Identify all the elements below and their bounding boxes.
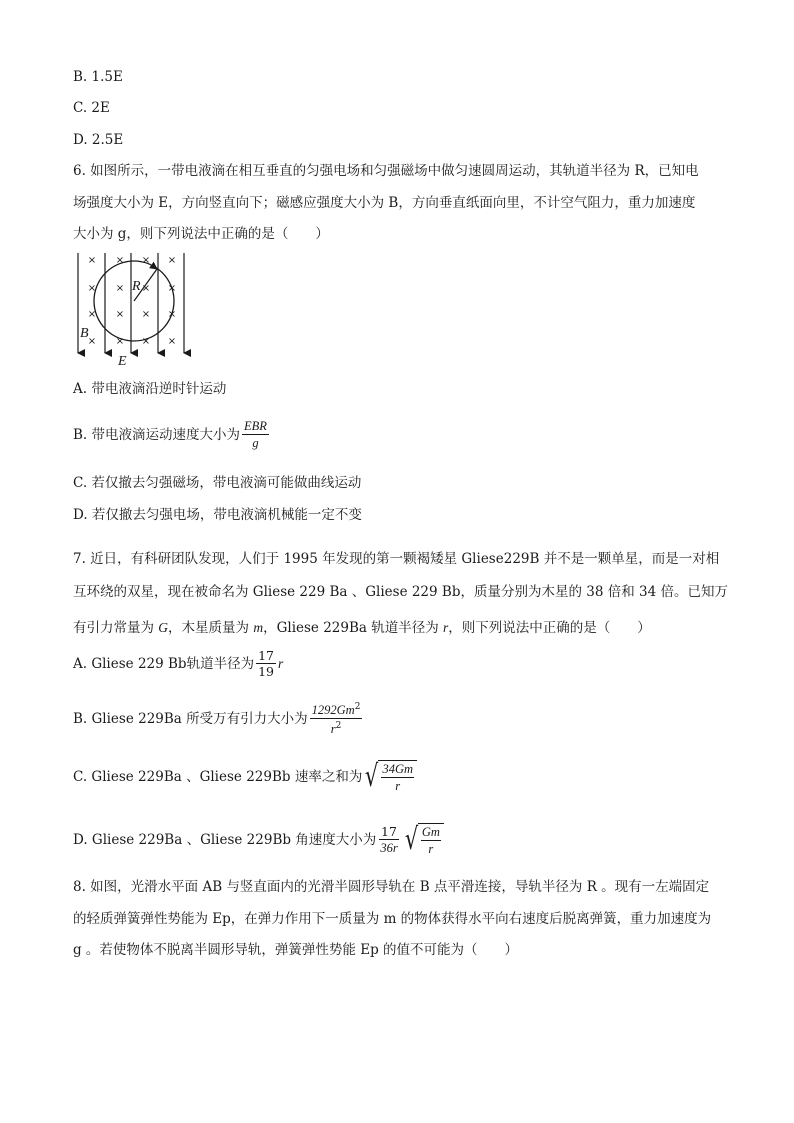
denominator: r — [428, 842, 434, 856]
cross-mark: × — [87, 309, 97, 320]
q7-option-d — [73, 823, 444, 857]
symbol-r: r — [277, 655, 284, 671]
option-d-2-5e: D. 2.5E — [73, 132, 124, 148]
cross-mark: × — [87, 283, 97, 294]
cross-mark: × — [115, 255, 125, 266]
square-root: √ Gm r — [402, 823, 444, 857]
numerator: Gm — [421, 825, 440, 839]
q6-option-c: C. 若仅撤去匀强磁场，带电液滴可能做曲线运动 — [73, 475, 362, 491]
q6-option-a: A. 带电液滴沿逆时针运动 — [73, 381, 227, 397]
fraction — [256, 648, 276, 679]
numerator: 34Gm — [382, 762, 414, 776]
cross-mark: × — [141, 255, 151, 266]
q7-option-c-text: C. Gliese 229Ba 、Gliese 229Bb 速率之和为 — [73, 769, 363, 785]
label-e: E — [118, 354, 127, 368]
q7-stem-line-3 — [73, 619, 651, 637]
q7-option-a-text: A. Gliese 229 Bb轨道半径为 — [73, 655, 255, 672]
cross-mark: × — [167, 336, 177, 347]
cross-mark: × — [87, 336, 97, 347]
q6-stem-line-2: 场强度大小为 E，方向竖直向下；磁感应强度大小为 B，方向垂直纸面向里，不计空气阻力，重力加速度 — [73, 195, 696, 211]
q8-stem-line-3: g 。若使物体不脱离半圆形导轨，弹簧弹性势能 Ep 的值不可能为（ ） — [73, 942, 519, 958]
option-b-1-5e: B. 1.5E — [73, 69, 123, 85]
q7-stem-line-1: 7. 近日，有科研团队发现，人们于 1995 年发现的第一颗褐矮星 Gliese229B 并不是一颗单星，而是一对相 — [73, 551, 720, 567]
cross-mark: × — [115, 283, 125, 294]
denominator: r — [330, 722, 336, 737]
denominator: g — [252, 436, 259, 450]
q6-option-d: D. 若仅撤去匀强电场，带电液滴机械能一定不变 — [73, 507, 362, 523]
text: 有引力常量为 — [73, 620, 159, 636]
exponent: 2 — [335, 721, 342, 732]
numerator: 17 — [258, 648, 274, 663]
label-r: R — [132, 279, 141, 294]
numerator: 17 — [381, 824, 397, 839]
q7-option-a — [73, 648, 283, 679]
text: ，则下列说法中正确的是（ ） — [448, 620, 651, 636]
q7-option-b — [73, 700, 364, 737]
cross-mark: × — [167, 309, 177, 320]
cross-mark: × — [141, 336, 151, 347]
symbol-r: r — [443, 620, 449, 635]
symbol-g: G — [158, 620, 169, 635]
q7-stem-line-2: 互环绕的双星，现在被命名为 Gliese 229 Ba 、Gliese 229 Bb，质量分别为木星的 38 倍和 34 倍。已知万 — [73, 584, 728, 600]
q8-stem-line-2: 的轻质弹簧弹性势能为 Ep，在弹力作用下一质量为 m 的物体获得水平向右速度后脱离弹簧，重力加速度为 — [73, 911, 712, 927]
fraction — [378, 824, 399, 856]
denominator: r — [395, 779, 401, 793]
denominator: 19 — [258, 664, 274, 679]
q6-field-diagram — [70, 250, 195, 368]
square-root: √ 34Gm r — [362, 760, 417, 794]
label-b: B — [80, 326, 89, 341]
cross-mark: × — [167, 283, 177, 294]
q7-option-b-text: B. Gliese 229Ba 所受万有引力大小为 — [73, 710, 308, 727]
fraction — [310, 700, 363, 737]
cross-mark: × — [141, 309, 151, 320]
q6-stem-line-1: 6. 如图所示，一带电液滴在相互垂直的匀强电场和匀强磁场中做匀速圆周运动，其轨道半径为 R，已知电 — [73, 163, 699, 179]
text: ，Gliese 229Ba 轨道半径为 — [263, 620, 444, 636]
cross-mark: × — [87, 255, 97, 266]
q6-option-b — [73, 418, 271, 451]
q8-stem-line-1: 8. 如图，光滑水平面 AB 与竖直面内的光滑半圆形导轨在 B 点平滑连接，导轨半径为 R 。现有一左端固定 — [73, 879, 710, 895]
cross-mark: × — [167, 255, 177, 266]
numerator: 1292Gm — [311, 703, 355, 718]
symbol-m: m — [253, 620, 264, 635]
exponent: 2 — [354, 702, 361, 712]
q7-option-d-text: D. Gliese 229Ba 、Gliese 229Bb 角速度大小为 — [73, 832, 377, 848]
cross-mark: × — [141, 283, 151, 294]
cross-mark: × — [115, 309, 125, 320]
denominator: 36r — [380, 841, 398, 855]
text: ，木星质量为 — [168, 620, 254, 636]
numerator: EBR — [244, 419, 267, 433]
q7-option-c — [73, 760, 417, 794]
fraction — [242, 418, 269, 451]
q6-stem-line-3: 大小为 g，则下列说法中正确的是（ ） — [73, 226, 329, 242]
option-c-2e: C. 2E — [73, 100, 110, 116]
cross-mark: × — [115, 336, 125, 347]
q6-option-b-text: B. 带电液滴运动速度大小为 — [73, 426, 241, 443]
